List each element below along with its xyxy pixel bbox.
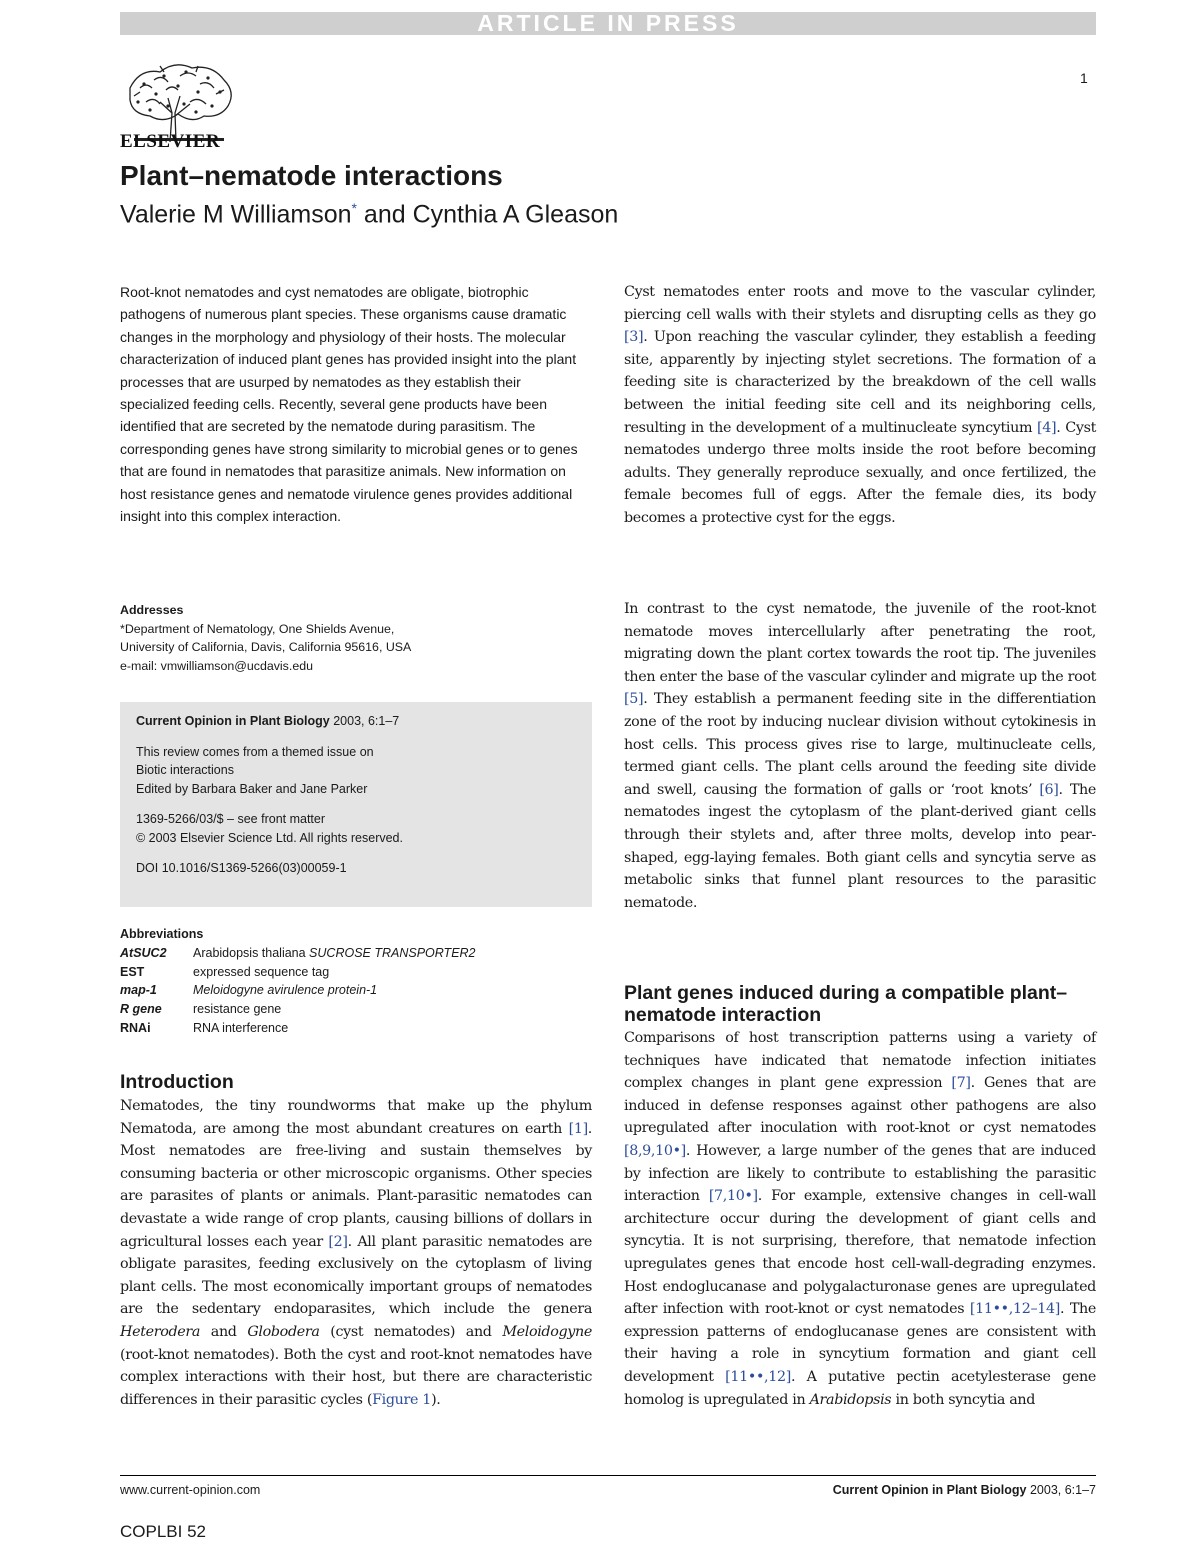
address-email: e-mail: vmwilliamson@ucdavis.edu bbox=[120, 658, 313, 673]
abbreviation-value: expressed sequence tag bbox=[193, 964, 330, 979]
abbreviation-key: RNAi bbox=[120, 1020, 151, 1035]
citation-link[interactable]: [2] bbox=[328, 1233, 348, 1250]
introduction-paragraph: Nematodes, the tiny roundworms that make up the phylum Nematoda, are among the most abundant creatures on earth [1]. Most nematodes are free-living and sustain themselves by consuming bacteria or other microscopic organisms. Other species are parasites of plants or animals. Plant-parasitic nematodes can devastate a wide range of crop plants, causing billions of dollars in agricultural losses each year [2]. All plant parasitic nematodes are obligate parasites, feeding exclusively on the cytoplasm of living plant cells. The most economically important groups of nematodes are the sedentary endoparasites, which include the genera Heterodera and Globodera (cyst nematodes) and Meloidogyne (root-knot nematodes). Both the cyst and root-knot nematodes have complex interactions with their host, but there are characteristic differences in their parasitic cycles (Figure 1). bbox=[120, 1098, 592, 1408]
abbreviations-table bbox=[120, 944, 476, 1038]
abbreviation-row bbox=[120, 944, 476, 963]
footer-divider bbox=[120, 1475, 1096, 1476]
article-title: Plant–nematode interactions bbox=[120, 160, 503, 191]
body-paragraph: Cyst nematodes enter roots and move to the vascular cylinder, piercing cell walls with their stylets and disrupting cells as they go [3]. Upon reaching the vascular cylinder, they establish a feeding site, apparently by injecting stylet secretions. The formation of a feeding site is characterized by the breakdown of the cell walls between the initial feeding site cell and its neighboring cells, resulting in the development of a multinucleate syncytium [4]. Cyst nematodes undergo three molts inside the root before becoming adults. They generally reproduce sexually, and once fertilized, the female becomes full of eggs. After the female dies, its body becomes a protective cyst for the eggs. bbox=[624, 284, 1096, 526]
abbreviation-value: resistance gene bbox=[193, 1002, 282, 1017]
citation-link[interactable]: [4] bbox=[1037, 419, 1057, 436]
citation-link[interactable]: [11••,12] bbox=[725, 1368, 791, 1385]
info-copyright: © 2003 Elsevier Science Ltd. All rights reserved. bbox=[136, 830, 403, 845]
abbreviation-value: Arabidopsis thaliana SUCROSE TRANSPORTER2 bbox=[193, 945, 476, 960]
citation-link[interactable]: [1] bbox=[568, 1120, 588, 1137]
info-issn: 1369-5266/03/$ – see front matter bbox=[136, 812, 326, 826]
article-info-box bbox=[120, 702, 592, 907]
author-primary: Valerie M Williamson bbox=[120, 200, 352, 229]
address-line: *Department of Nematology, One Shields Avenue, bbox=[120, 621, 395, 636]
article-in-press-banner: ARTICLE IN PRESS bbox=[120, 12, 1096, 35]
abstract: Root-knot nematodes and cyst nematodes are obligate, biotrophic pathogens of numerous plant species. These organisms cause dramatic changes in the morphology and physiology of their hosts. The molecular characterization of induced plant genes has provided insight into the plant processes that are usurped by nematodes as they establish their specialized feeding cells. Recently, several gene products have been identified that are secreted by the nematode during parasitism. The corresponding genes have strong similarity to microbial genes or to genes that are found in nematodes that parasitize animals. New information on host resistance genes and nematode virulence genes provides additional insight into this complex interaction. bbox=[120, 284, 578, 525]
document-code: COPLBI 52 bbox=[120, 1522, 206, 1541]
footer-website[interactable]: www.current-opinion.com bbox=[120, 1483, 261, 1497]
abbreviation-row bbox=[120, 963, 476, 982]
abbreviation-row bbox=[120, 981, 476, 1000]
abbreviation-key: R gene bbox=[120, 1002, 162, 1017]
citation-link[interactable]: [7] bbox=[951, 1075, 971, 1092]
citation-link[interactable]: [5] bbox=[624, 691, 644, 708]
citation-link[interactable]: [7,10•] bbox=[708, 1188, 758, 1205]
author-footnote-mark[interactable]: * bbox=[351, 200, 357, 216]
citation-link[interactable]: [8,9,10•] bbox=[624, 1142, 686, 1159]
abbreviations-heading: Abbreviations bbox=[120, 927, 204, 941]
page-number: 1 bbox=[1080, 70, 1088, 86]
body-paragraph: In contrast to the cyst nematode, the juvenile of the root-knot nematode moves intercellularly after penetrating the root, migrating down the plant cortex towards the root tip. The juveniles then enter the base of the vascular cylinder and migrate up the root [5]. They establish a permanent feeding site in the differentiation zone of the root by inducing nuclear division without cytokinesis in host cells. This process gives rise to large, multinucleate cells, termed giant cells. The plant cells around the feeding site divide and swell, causing the formation of galls or ‘root knots’ [6]. The nematodes ingest the cytoplasm of the plant-derived giant cells through their stylets and, after three molts, develop into pear-shaped, egg-laying females. Both giant cells and syncytia serve as metabolic sinks that funnel plant resources to the parasitic nematode. bbox=[624, 601, 1096, 911]
address-line: University of California, Davis, California 95616, USA bbox=[120, 640, 412, 654]
footer-year-pages: 2003, 6:1–7 bbox=[1026, 1483, 1096, 1497]
citation-link[interactable]: [11••,12–14] bbox=[969, 1301, 1060, 1318]
addresses bbox=[120, 601, 592, 675]
info-themed: This review comes from a themed issue on bbox=[136, 744, 374, 759]
introduction-heading: Introduction bbox=[120, 1071, 234, 1093]
abbreviation-row bbox=[120, 1000, 476, 1019]
citation-link[interactable]: [3] bbox=[624, 329, 644, 346]
footer-citation bbox=[833, 1483, 1096, 1497]
body-paragraph: Comparisons of host transcription patterns using a variety of techniques have indicated that nematode infection initiates complex changes in plant gene expression [7]. Genes that are induced in defense responses against other pathogens are also upregulated after inoculation with root-knot or cyst nematodes [8,9,10•]. However, a large number of the genes that are induced by infection are likely to contribute to establishing the parasitic interaction [7,10•]. For example, extensive changes in cell-wall architecture occur during the development of giant cells and syncytia. It is not surprising, therefore, that nematode infection upregulates genes that encode host cell-wall-degrading enzymes. Host endoglucanase and polygalacturonase genes are upregulated after infection with root-knot or cyst nematodes [11••,12–14]. The expression patterns of endoglucanase genes are consistent with their having a role in syncytium formation and giant cell development [11••,12]. A putative pectin acetylesterase gene homolog is upregulated in Arabidopsis in both syncytia and bbox=[624, 1030, 1097, 1408]
info-theme-name: Biotic interactions bbox=[136, 763, 234, 777]
section-heading: Plant genes induced during a compatible plant–nematode interaction bbox=[624, 982, 1068, 1026]
addresses-heading: Addresses bbox=[120, 603, 184, 617]
info-doi[interactable]: DOI 10.1016/S1369-5266(03)00059-1 bbox=[136, 861, 347, 875]
abbreviations bbox=[120, 925, 592, 1038]
info-year-pages: 2003, 6:1–7 bbox=[329, 714, 400, 728]
info-journal: Current Opinion in Plant Biology bbox=[136, 714, 330, 728]
abbreviation-key: AtSUC2 bbox=[120, 945, 167, 960]
abbreviation-key: map-1 bbox=[120, 983, 157, 998]
article-authors bbox=[120, 200, 618, 229]
info-editors: Edited by Barbara Baker and Jane Parker bbox=[136, 781, 368, 796]
abbreviation-value: Meloidogyne avirulence protein-1 bbox=[193, 983, 378, 998]
figure-link[interactable]: Figure 1 bbox=[372, 1391, 432, 1408]
abbreviation-row bbox=[120, 1019, 476, 1038]
abbreviation-value: RNA interference bbox=[193, 1020, 289, 1035]
citation-link[interactable]: [6] bbox=[1039, 781, 1059, 798]
author-secondary: and Cynthia A Gleason bbox=[356, 200, 619, 229]
footer-journal: Current Opinion in Plant Biology bbox=[832, 1483, 1027, 1497]
elsevier-wordmark: ELSEVIER bbox=[120, 131, 221, 152]
abbreviation-key: EST bbox=[120, 964, 145, 979]
info-citation bbox=[136, 712, 576, 731]
